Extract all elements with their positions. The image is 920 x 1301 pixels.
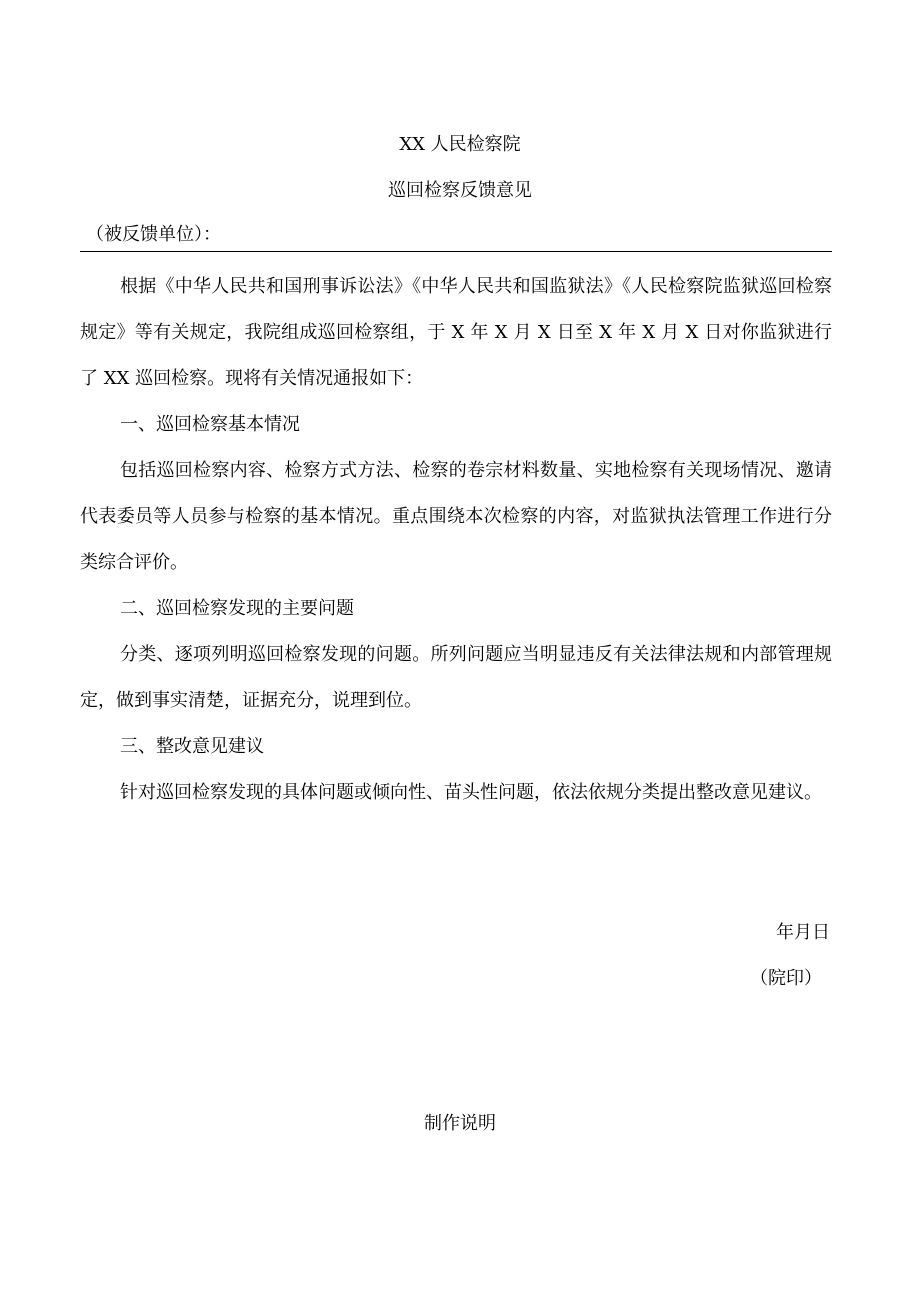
section1-paragraph: 包括巡回检察内容、检察方式方法、检察的卷宗材料数量、实地检察有关现场情况、邀请代表委员等人员参与检察的基本情况。重点围绕本次检察的内容，对监狱执法管理工作进行分类综合评价。: [80, 460, 832, 573]
section3-paragraph: 针对巡回检察发现的具体问题或倾向性、苗头性问题，依法依规分类提出整改意见建议。: [120, 782, 822, 803]
doc-title: 巡回检察反馈意见: [388, 180, 532, 201]
recipient-label: （被反馈单位）：: [86, 224, 221, 245]
section2-heading: 二、巡回检察发现的主要问题: [120, 598, 354, 619]
signature-seal: （院印）: [750, 968, 822, 989]
signature-date: 年月日: [776, 922, 830, 943]
section1-heading: 一、巡回检察基本情况: [120, 414, 300, 435]
section2-paragraph: 分类、逐项列明巡回检察发现的问题。所列问题应当明显违反有关法律法规和内部管理规定，做到事实清楚，证据充分，说理到位。: [80, 644, 832, 711]
instructions-title: 制作说明: [424, 1113, 496, 1134]
document-body: [80, 264, 832, 816]
intro-paragraph: 根据《中华人民共和国刑事诉讼法》《中华人民共和国监狱法》《人民检察院监狱巡回检察规定》等有关规定，我院组成巡回检察组，于 X 年 X 月 X 日至 X 年 X 月 X 日对你监狱进行了 XX 巡回检察。现将有关情况通报如下：: [80, 276, 832, 389]
recipient-line: [80, 223, 832, 252]
org-name: XX 人民检察院: [399, 134, 521, 155]
section3-heading: 三、整改意见建议: [120, 736, 264, 757]
